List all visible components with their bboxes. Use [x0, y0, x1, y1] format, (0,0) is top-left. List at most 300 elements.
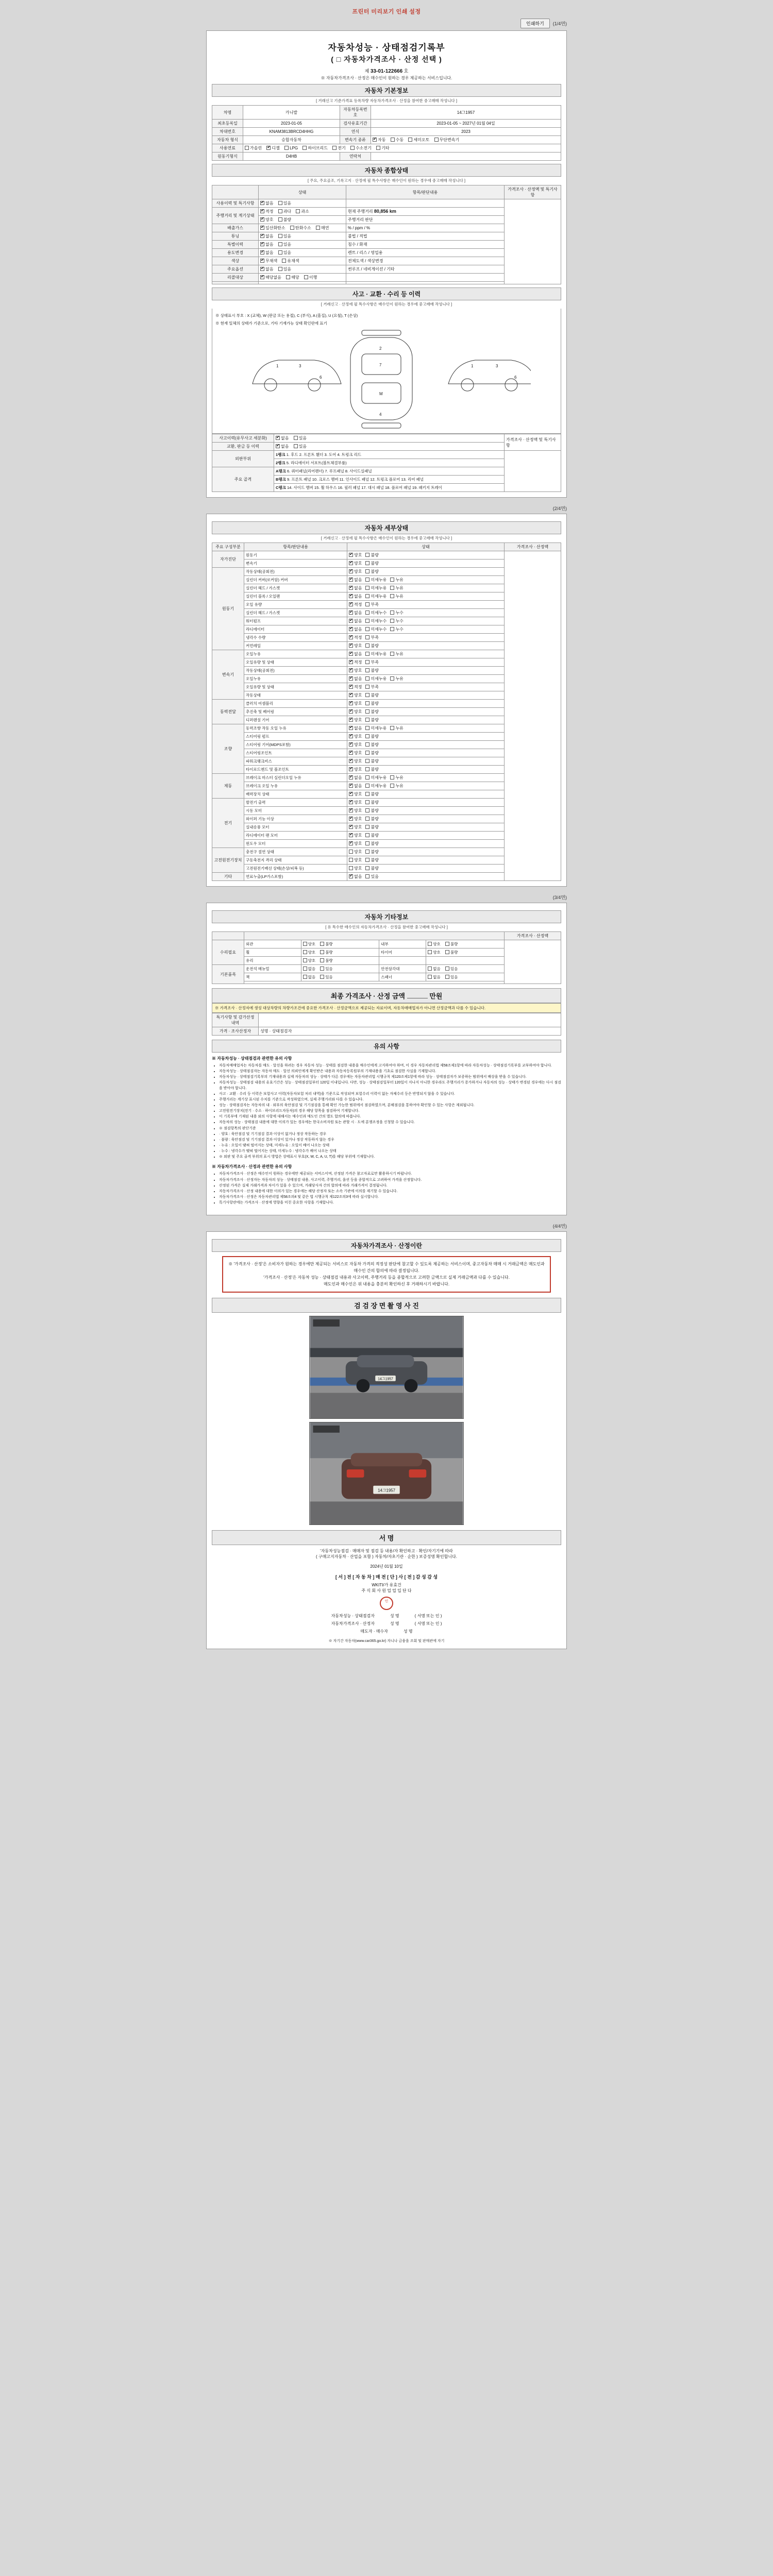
detail-state-6-2[interactable]: [347, 815, 505, 823]
checkbox-option-none[interactable]: [260, 267, 264, 271]
checkbox-7-2-0[interactable]: [349, 866, 353, 870]
checkbox-tuning-none[interactable]: [260, 234, 264, 238]
checkbox-5-1-2[interactable]: [390, 784, 394, 788]
checkbox-2-4-1[interactable]: [365, 685, 369, 689]
checkbox-4-4-1[interactable]: [365, 759, 369, 763]
cell-tel-value: [371, 152, 561, 161]
checkbox-4-4-0[interactable]: [349, 759, 353, 763]
checkbox-6-4-1[interactable]: [365, 833, 369, 837]
row-detail-recall: [346, 274, 505, 282]
checkbox-1-5-2[interactable]: [390, 611, 394, 615]
checkbox-2-5-0[interactable]: [349, 693, 353, 697]
checkbox-emission-hc[interactable]: [290, 226, 294, 230]
label-1-4-0: 적정: [354, 602, 362, 607]
detail-state-4-0[interactable]: [347, 724, 505, 733]
checkbox-4-3-1[interactable]: [365, 751, 369, 755]
etc-repair-label: 수리필요: [212, 940, 244, 965]
checkbox-color-chroma[interactable]: [282, 259, 286, 263]
checkbox-6-2-0[interactable]: [349, 817, 353, 821]
detail-state-0-0[interactable]: [347, 551, 505, 560]
checkbox-1-2-0[interactable]: [349, 586, 353, 590]
label-2-5-0: 양호: [354, 693, 362, 698]
checkbox-1-1-0[interactable]: [349, 578, 353, 582]
checkbox-2-0-1[interactable]: [365, 652, 369, 656]
checkbox-accident-none[interactable]: [276, 436, 280, 440]
detail-item-2-4: 오일유량 및 상태: [244, 683, 347, 691]
checkbox-fuel-hybrid[interactable]: [303, 146, 307, 150]
notice-item-group1-6: • 성능 · 상태점검자는 자동차의 내 · 외부의 육안점검 및 기기점검을 통해 확인 가능한 범위에서 점검하였으며, 분해점검을 통하여야 확인할 수 있는 사항은 제외됩니다.: [219, 1103, 561, 1108]
etc-item-manual[interactable]: [244, 965, 301, 973]
checkbox-1-6-0[interactable]: [349, 619, 353, 623]
row-state-special[interactable]: [259, 241, 346, 249]
checkbox-4-3-0[interactable]: [349, 751, 353, 755]
notice-item-group1-13: • · 누유 : 오일이 맺혀 떨어지는 상태, 미세누유 : 오일이 배어 나오는 상태: [219, 1143, 561, 1148]
etc-item-interior[interactable]: [379, 940, 426, 948]
etc-state-wheel[interactable]: [301, 948, 379, 957]
detail-item-0-1: 변속기: [244, 560, 347, 568]
checkbox-2-1-0[interactable]: [349, 660, 353, 664]
etc-item-exterior[interactable]: [244, 940, 301, 948]
checkbox-option-yes[interactable]: [278, 267, 282, 271]
accident-history-state[interactable]: [274, 434, 505, 443]
label-meter-good: 양호: [265, 217, 274, 222]
checkbox-5-2-0[interactable]: [349, 792, 353, 796]
checkbox-3-2-0[interactable]: [349, 718, 353, 722]
inspection-photo-1: [309, 1316, 464, 1419]
checkbox-1-6-2[interactable]: [390, 619, 394, 623]
etc-state-jack[interactable]: [301, 973, 379, 981]
row-state-usechange[interactable]: [259, 249, 346, 257]
rankC-item-3: 17. 대시 패널: [361, 485, 384, 490]
row-detail-usage: [346, 199, 505, 208]
detail-state-4-3[interactable]: [347, 749, 505, 757]
detail-state-1-3[interactable]: [347, 592, 505, 601]
checkbox-tire-bad[interactable]: [445, 950, 449, 954]
checkbox-6-4-0[interactable]: [349, 833, 353, 837]
etc-item-spanner[interactable]: [379, 973, 426, 981]
checkbox-1-5-0[interactable]: [349, 611, 353, 615]
label-spanner-yes: 있음: [450, 975, 458, 979]
checkbox-2-2-0[interactable]: [349, 668, 353, 672]
checkbox-fuel-hydrogen[interactable]: [350, 146, 355, 150]
notice-item-group1-15: • ※ 외판 및 주요 골격 부위의 표시 방법은 상태표시 부호(X, W, C, A, U, T)를 해당 부위에 기재합니다.: [219, 1155, 561, 1160]
checkbox-2-0-0[interactable]: [349, 652, 353, 656]
checkbox-triangle-yes[interactable]: [445, 967, 449, 971]
detail-state-1-0[interactable]: [347, 568, 505, 576]
label-tire-bad: 불량: [450, 950, 458, 955]
checkbox-color-mono[interactable]: [260, 259, 264, 263]
checkbox-6-5-0[interactable]: [349, 841, 353, 845]
label-glass: 유리: [246, 958, 254, 963]
etc-state-tire[interactable]: [426, 948, 505, 957]
checkbox-6-1-1[interactable]: [365, 808, 369, 812]
detail-state-5-1[interactable]: [347, 782, 505, 790]
detail-state-2-0[interactable]: [347, 650, 505, 658]
checkbox-1-4-0[interactable]: [349, 602, 353, 606]
checkbox-fuel-ev[interactable]: [332, 146, 337, 150]
checkbox-recall-yes[interactable]: [286, 275, 290, 279]
notice-item-group2-3: • 자동차가격조사 · 산정 내용에 대한 이의가 있는 경우에는 해당 산정자 또는 소속 기관에 이의를 제기할 수 있습니다.: [219, 1189, 561, 1194]
checkbox-fuel-diesel[interactable]: [266, 146, 271, 150]
detail-state-1-9[interactable]: [347, 642, 505, 650]
checkbox-7-1-1[interactable]: [365, 858, 369, 862]
checkbox-3-1-1[interactable]: [365, 709, 369, 714]
checkbox-3-0-1[interactable]: [365, 701, 369, 705]
detail-state-1-5[interactable]: [347, 609, 505, 617]
label-1-2-2: 누유: [395, 586, 404, 590]
checkbox-1-8-0[interactable]: [349, 635, 353, 639]
detail-state-7-0[interactable]: [347, 848, 505, 856]
checkbox-7-0-0[interactable]: [349, 850, 353, 854]
checkbox-5-0-2[interactable]: [390, 775, 394, 779]
checkbox-special-yes[interactable]: [278, 242, 282, 246]
cell-vehicle-name-label: 차명: [212, 106, 243, 120]
checkbox-2-4-0[interactable]: [349, 685, 353, 689]
checkbox-tire-good[interactable]: [428, 950, 432, 954]
checkbox-transmission-auto[interactable]: [373, 138, 377, 142]
checkbox-6-2-1[interactable]: [365, 817, 369, 821]
checkbox-5-1-1[interactable]: [365, 784, 369, 788]
checkbox-4-0-0[interactable]: [349, 726, 353, 730]
checkbox-spanner-yes[interactable]: [445, 975, 449, 979]
detail-item-2-1: 오일유량 및 상태: [244, 658, 347, 667]
checkbox-spanner-none[interactable]: [428, 975, 432, 979]
table-row: [212, 434, 561, 443]
checkbox-jack-none[interactable]: [303, 975, 307, 979]
print-row-3: [206, 894, 567, 901]
checkbox-glass-bad[interactable]: [320, 958, 324, 962]
checkbox-manual-none[interactable]: [303, 967, 307, 971]
detail-state-1-2[interactable]: [347, 584, 505, 592]
etc-state-exterior[interactable]: [301, 940, 379, 948]
basic-info-note: [ 거래신고 기준가격표 등록차량 자동차가격조사 · 산정을 참여한 중고매매 작성니다 ]: [316, 98, 457, 103]
cell-fuel-options[interactable]: [243, 144, 561, 152]
checkbox-1-9-1[interactable]: [365, 643, 369, 648]
notice-item-group1-8: • 이 기록부에 기재된 내용 외의 사항에 대해서는 매수인과 매도인 간의 별도 합의에 따릅니다.: [219, 1114, 561, 1120]
etc-item-jack[interactable]: [244, 973, 301, 981]
label-5-2-1: 불량: [371, 792, 379, 796]
etc-state-interior[interactable]: [426, 940, 505, 948]
exchange-history-state[interactable]: [274, 443, 505, 451]
row-state-option[interactable]: [259, 265, 346, 274]
detail-item-1-9: 커먼레일: [244, 642, 347, 650]
checkbox-fuel-lpg[interactable]: [284, 146, 289, 150]
etc-item-wheel[interactable]: [244, 948, 301, 957]
detail-state-1-8[interactable]: [347, 634, 505, 642]
row-state-color[interactable]: [259, 257, 346, 265]
checkbox-8-0-0[interactable]: [349, 874, 353, 878]
label-1-7-0: 없음: [354, 627, 362, 632]
signature-band: 서 명: [212, 1530, 561, 1545]
checkbox-transmission-semi[interactable]: [408, 138, 412, 142]
detail-state-2-2[interactable]: [347, 667, 505, 675]
checkbox-1-3-2[interactable]: [390, 594, 394, 598]
detail-item-7-2: 고전원전기배선 상태(손상/피복 등): [244, 865, 347, 873]
checkbox-exterior-bad[interactable]: [320, 942, 324, 946]
detail-col-state: 상태: [347, 543, 505, 551]
label-6-5-0: 양호: [354, 841, 362, 846]
label-mileage-ok: 적정: [265, 209, 274, 214]
checkbox-0-1-0[interactable]: [349, 561, 353, 565]
damage-diagram-box: [212, 309, 561, 434]
checkbox-4-5-0[interactable]: [349, 767, 353, 771]
etc-state-manual[interactable]: [301, 965, 379, 973]
checkbox-fuel-gasoline[interactable]: [245, 146, 249, 150]
checkbox-3-2-1[interactable]: [365, 718, 369, 722]
checkbox-2-3-1[interactable]: [365, 676, 369, 681]
checkbox-6-0-0[interactable]: [349, 800, 353, 804]
detail-state-1-7[interactable]: [347, 625, 505, 634]
row-state-recall[interactable]: [259, 274, 346, 282]
checkbox-tuning-yes[interactable]: [278, 234, 282, 238]
checkbox-1-4-1[interactable]: [365, 602, 369, 606]
checkbox-wheel-bad[interactable]: [320, 950, 324, 954]
detail-state-7-2[interactable]: [347, 865, 505, 873]
checkbox-3-1-0[interactable]: [349, 709, 353, 714]
checkbox-1-6-1[interactable]: [365, 619, 369, 623]
detail-item-6-1: 시동 모터: [244, 807, 347, 815]
checkbox-5-1-0[interactable]: [349, 784, 353, 788]
checkbox-1-3-1[interactable]: [365, 594, 369, 598]
checkbox-0-0-0[interactable]: [349, 553, 353, 557]
label-5-1-0: 없음: [354, 784, 362, 788]
detail-state-1-6[interactable]: [347, 617, 505, 625]
detail-state-5-0[interactable]: [347, 774, 505, 782]
checkbox-exchange-none[interactable]: [276, 444, 280, 448]
detail-state-8-0[interactable]: [347, 873, 505, 881]
checkbox-exchange-yes[interactable]: [294, 444, 298, 448]
label-usage-yes: 있음: [283, 201, 292, 206]
cell-vin-label: 차대번호: [212, 128, 243, 136]
detail-state-6-1[interactable]: [347, 807, 505, 815]
detail-state-5-2[interactable]: [347, 790, 505, 799]
row-state-meter[interactable]: [259, 216, 346, 224]
checkbox-accident-yes[interactable]: [294, 436, 298, 440]
rank2-cell: [274, 459, 505, 467]
label-1-2-0: 없음: [354, 586, 362, 590]
checkbox-4-0-1[interactable]: [365, 726, 369, 730]
checkbox-meter-bad[interactable]: [278, 217, 282, 222]
checkbox-usechange-yes[interactable]: [278, 250, 282, 255]
checkbox-5-2-1[interactable]: [365, 792, 369, 796]
detail-state-4-5[interactable]: [347, 766, 505, 774]
detail-state-7-1[interactable]: [347, 856, 505, 865]
checkbox-1-1-1[interactable]: [365, 578, 369, 582]
checkbox-7-2-1[interactable]: [365, 866, 369, 870]
checkbox-1-8-1[interactable]: [365, 635, 369, 639]
table-row: [212, 199, 561, 208]
checkbox-4-5-1[interactable]: [365, 767, 369, 771]
detail-price-col: [505, 551, 561, 881]
checkbox-triangle-none[interactable]: [428, 967, 432, 971]
checkbox-1-7-2[interactable]: [390, 627, 394, 631]
detail-item-6-4: 라디에이터 팬 모터: [244, 832, 347, 840]
label-2-0-0: 없음: [354, 652, 362, 656]
checkbox-0-1-1[interactable]: [365, 561, 369, 565]
label-exterior-bad: 불량: [325, 942, 333, 946]
checkbox-5-0-0[interactable]: [349, 775, 353, 779]
checkbox-usage-none[interactable]: [260, 201, 264, 205]
detail-state-6-4[interactable]: [347, 832, 505, 840]
detail-state-6-0[interactable]: [347, 799, 505, 807]
row-state-mileage[interactable]: [259, 208, 346, 216]
checkbox-6-3-0[interactable]: [349, 825, 353, 829]
detail-state-1-1[interactable]: [347, 576, 505, 584]
rank1-cell: [274, 451, 505, 459]
checkbox-mileage-under[interactable]: [296, 209, 300, 213]
checkbox-6-3-1[interactable]: [365, 825, 369, 829]
checkbox-3-0-0[interactable]: [349, 701, 353, 705]
final-special-value[interactable]: [259, 1013, 561, 1027]
checkbox-4-2-0[interactable]: [349, 742, 353, 747]
print-button[interactable]: 인쇄하기: [520, 19, 550, 28]
checkbox-6-0-1[interactable]: [365, 800, 369, 804]
checkbox-6-5-1[interactable]: [365, 841, 369, 845]
checkbox-jack-yes[interactable]: [320, 975, 324, 979]
checkbox-manual-yes[interactable]: [320, 967, 324, 971]
notice-item-group2-2: • 산정된 가격은 실제 거래가격과 차이가 있을 수 있으며, 거래당사자 간의 합의에 따라 거래가격이 결정됩니다.: [219, 1183, 561, 1189]
label-2-4-0: 적정: [354, 685, 362, 689]
label-2-3-2: 누유: [395, 676, 404, 681]
cell-inspect-label: 검사유효기간: [340, 120, 371, 128]
checkbox-7-1-0[interactable]: [349, 858, 353, 862]
signature-title: '자동차성능점검 · 매매자 및 점검 등 내용/자 확인하고 · 확인/자기기에 따라: [320, 1549, 453, 1554]
detail-item-2-2: 작동상태(공회전): [244, 667, 347, 675]
checkbox-emission-co[interactable]: [260, 226, 264, 230]
etc-state-glass[interactable]: [301, 957, 379, 965]
checkbox-4-1-1[interactable]: [365, 734, 369, 738]
rank2-label: 2랭크: [276, 461, 285, 465]
detail-item-4-1: 스티어링 펌프: [244, 733, 347, 741]
row-state-emission[interactable]: [259, 224, 346, 232]
checkbox-wheel-good[interactable]: [303, 950, 307, 954]
checkbox-1-7-0[interactable]: [349, 627, 353, 631]
checkbox-emission-smoke[interactable]: [316, 226, 320, 230]
label-wheel-good: 양호: [308, 950, 316, 955]
detail-band: 자동차 세부상태: [212, 521, 561, 534]
detail-state-2-3[interactable]: [347, 675, 505, 683]
row-label-special: 특별이력: [212, 241, 259, 249]
rankA-item-2: 8. 사이드실패널: [345, 469, 372, 473]
checkbox-1-7-1[interactable]: [365, 627, 369, 631]
checkbox-7-0-1[interactable]: [365, 850, 369, 854]
checkbox-special-none[interactable]: [260, 242, 264, 246]
detail-item-6-3: 실내송풍 모터: [244, 823, 347, 832]
checkbox-recall-none[interactable]: [260, 275, 264, 279]
print-row: [206, 19, 567, 28]
row-state-tuning[interactable]: [259, 232, 346, 241]
checkbox-2-0-2[interactable]: [390, 652, 394, 656]
checkbox-4-1-0[interactable]: [349, 734, 353, 738]
detail-state-4-4[interactable]: [347, 757, 505, 766]
etc-state-spanner[interactable]: [426, 973, 505, 981]
row-state-usage[interactable]: [259, 199, 346, 208]
checkbox-1-3-0[interactable]: [349, 594, 353, 598]
detail-state-1-4[interactable]: [347, 601, 505, 609]
etc-state-triangle[interactable]: [426, 965, 505, 973]
checkbox-1-0-0[interactable]: [349, 569, 353, 573]
checkbox-fuel-etc[interactable]: [376, 146, 380, 150]
checkbox-recall-done[interactable]: [304, 275, 308, 279]
checkbox-1-2-1[interactable]: [365, 586, 369, 590]
label-3-2-1: 불량: [371, 718, 379, 722]
etc-item-glass[interactable]: [244, 957, 301, 965]
checkbox-4-0-2[interactable]: [390, 726, 394, 730]
detail-state-6-3[interactable]: [347, 823, 505, 832]
checkbox-1-5-1[interactable]: [365, 611, 369, 615]
sig-role-3: 매도자 · 매수자: [360, 1629, 388, 1634]
checkbox-usechange-none[interactable]: [260, 250, 264, 255]
etc-item-triangle[interactable]: [379, 965, 426, 973]
checkbox-6-1-0[interactable]: [349, 808, 353, 812]
detail-state-4-2[interactable]: [347, 741, 505, 749]
checkbox-transmission-cvt[interactable]: [434, 138, 439, 142]
label-interior-good: 양호: [433, 942, 441, 946]
checkbox-meter-good[interactable]: [260, 217, 264, 222]
notice-item-group1-10: • ※ 점검항목의 판단기준: [219, 1126, 561, 1131]
overall-note: [ 주요, 주요골조, 기록고지 · 산정에 필 특수사항은 매수인이 원하는 경우에 중고매매 작성니다 ]: [308, 178, 465, 183]
detail-state-2-4[interactable]: [347, 683, 505, 691]
notice-item-group1-12: • · 불량 : 육안점검 및 기기점검 결과 이상이 있거나 정상 작동하지 않는 경우: [219, 1138, 561, 1143]
cell-year-label: 연식: [340, 128, 371, 136]
checkbox-2-5-1[interactable]: [365, 693, 369, 697]
label-jack-none: 없음: [308, 975, 316, 979]
checkbox-exterior-good[interactable]: [303, 942, 307, 946]
cell-engine-value: D4HB: [243, 152, 340, 161]
label-4-0-1: 미세누유: [371, 726, 387, 731]
checkbox-1-0-1[interactable]: [365, 569, 369, 573]
checkbox-glass-good[interactable]: [303, 958, 307, 962]
label-4-0-0: 없음: [354, 726, 362, 731]
checkbox-mileage-over[interactable]: [278, 209, 282, 213]
checkbox-mileage-ok[interactable]: [260, 209, 264, 213]
checkbox-interior-good[interactable]: [428, 942, 432, 946]
detail-state-4-1[interactable]: [347, 733, 505, 741]
label-5-2-0: 양호: [354, 792, 362, 796]
label-option-yes: 있음: [283, 267, 292, 272]
checkbox-4-2-1[interactable]: [365, 742, 369, 747]
checkbox-2-3-0[interactable]: [349, 676, 353, 681]
detail-item-5-0: 브레이크 마스터 실린더오일 누유: [244, 774, 347, 782]
checkbox-interior-bad[interactable]: [445, 942, 449, 946]
detail-item-8-0: 연료누출(LP가스포함): [244, 873, 347, 881]
etc-item-tire[interactable]: [379, 948, 426, 957]
checkbox-usage-yes[interactable]: [278, 201, 282, 205]
row-detail-special: 침수 / 화재: [346, 241, 505, 249]
cell-transmission-options[interactable]: [371, 136, 561, 144]
detail-item-1-6: 워터펌프: [244, 617, 347, 625]
checkbox-1-1-2[interactable]: [390, 578, 394, 582]
checkbox-2-3-2[interactable]: [390, 676, 394, 681]
detail-state-2-1[interactable]: [347, 658, 505, 667]
detail-state-3-2[interactable]: [347, 716, 505, 724]
checkbox-8-0-1[interactable]: [365, 874, 369, 878]
detail-state-0-1[interactable]: [347, 560, 505, 568]
checkbox-transmission-manual[interactable]: [391, 138, 395, 142]
checkbox-5-0-1[interactable]: [365, 775, 369, 779]
detail-state-3-1[interactable]: [347, 708, 505, 716]
checkbox-1-9-0[interactable]: [349, 643, 353, 648]
checkbox-0-0-1[interactable]: [365, 553, 369, 557]
detail-state-3-0[interactable]: [347, 700, 505, 708]
checkbox-2-1-1[interactable]: [365, 660, 369, 664]
checkbox-1-2-2[interactable]: [390, 586, 394, 590]
sig-name-1: 성 명: [390, 1614, 399, 1619]
label-recall-done: 이행: [309, 275, 317, 280]
detail-state-6-5[interactable]: [347, 840, 505, 848]
checkbox-2-2-1[interactable]: [365, 668, 369, 672]
detail-state-2-5[interactable]: [347, 691, 505, 700]
